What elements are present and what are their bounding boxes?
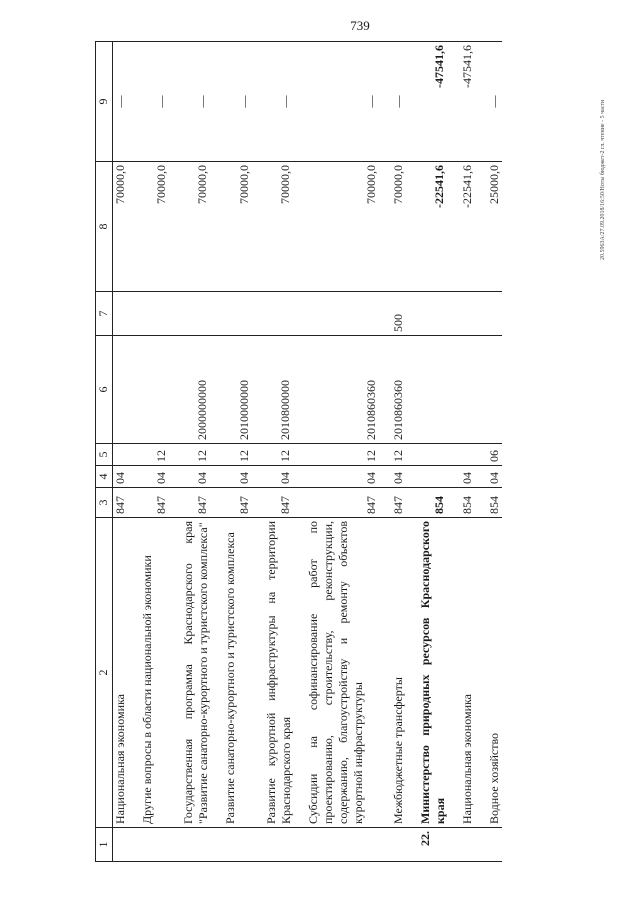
amount-cell: -22541,6 [406,162,448,292]
code-cell: 847 [379,488,406,518]
section-cell: 04 [169,466,211,488]
amount-next-cell: — [169,42,211,162]
code-cell: 847 [294,488,379,518]
expense-type-cell [211,292,252,336]
table-row [252,42,294,862]
row-index: 22. [406,828,448,862]
expense-type-cell [475,292,502,336]
subsection-cell: 12 [128,444,169,466]
section-cell: 04 [379,466,406,488]
section-cell: 04 [128,466,169,488]
header-cell-6: 6 [96,336,113,444]
row-name: Государственная программа Краснодарского края "Развитие санаторно-курортного и туристского комплекса" [169,518,211,828]
amount-next-cell: — [211,42,252,162]
target-article-cell: 2010860360 [294,336,379,444]
code-cell: 854 [475,488,502,518]
amount-cell: -22541,6 [448,162,475,292]
amount-next-cell: — [113,42,129,162]
row-index [252,828,294,862]
target-article-cell [448,336,475,444]
header-cell-5: 5 [96,444,113,466]
amount-next-cell: — [379,42,406,162]
target-article-cell [475,336,502,444]
subsection-cell [113,444,129,466]
row-name: Национальная экономика [448,518,475,828]
row-name: Другие вопросы в области национальной экономики [128,518,169,828]
table-row [294,42,379,862]
section-cell [406,466,448,488]
row-index [379,828,406,862]
table-row [379,42,406,862]
expense-type-cell [406,292,448,336]
row-index [113,828,129,862]
target-article-cell: 2000000000 [169,336,211,444]
table-row [128,42,169,862]
amount-next-cell: -47541,6 [448,42,475,162]
subsection-cell: 12 [294,444,379,466]
section-cell: 04 [448,466,475,488]
expense-type-cell: 500 [379,292,406,336]
row-name: Министерство природных ресурсов Краснодарского края [406,518,448,828]
row-name: Межбюджетные трансферты [379,518,406,828]
row-name: Субсидии на софинансирование работ по проектированию, строительству, реконструкции, содержанию, благоустройству и ремонту объектов курортной инфраструктуры [294,518,379,828]
section-cell: 04 [113,466,129,488]
amount-cell: 70000,0 [294,162,379,292]
target-article-cell [113,336,129,444]
subsection-cell: 12 [379,444,406,466]
row-index [475,828,502,862]
subsection-cell: 06 [475,444,502,466]
header-cell-4: 4 [96,466,113,488]
table-header-row [96,42,113,862]
amount-cell: 70000,0 [211,162,252,292]
header-cell-8: 8 [96,162,113,292]
header-cell-1: 1 [96,828,113,862]
row-index [448,828,475,862]
code-cell: 854 [406,488,448,518]
section-cell: 04 [475,466,502,488]
row-name: Развитие санаторно-курортного и туристского комплекса [211,518,252,828]
code-cell: 847 [169,488,211,518]
expense-type-cell [252,292,294,336]
amount-cell: 70000,0 [379,162,406,292]
code-cell: 847 [252,488,294,518]
subsection-cell [406,444,448,466]
amount-cell: 70000,0 [113,162,129,292]
page-number: 739 [350,18,370,33]
budget-table-rotated [95,42,585,862]
target-article-cell [406,336,448,444]
header-cell-3: 3 [96,488,113,518]
table-row [211,42,252,862]
amount-cell: 70000,0 [128,162,169,292]
code-cell: 854 [448,488,475,518]
target-article-cell: 2010000000 [211,336,252,444]
expense-type-cell [113,292,129,336]
target-article-cell [128,336,169,444]
header-cell-7: 7 [96,292,113,336]
expense-type-cell [169,292,211,336]
row-index [211,828,252,862]
amount-cell: 25000,0 [475,162,502,292]
code-cell: 847 [128,488,169,518]
table-row [475,42,502,862]
row-name: Развитие курортной инфраструктуры на территории Краснодарского края [252,518,294,828]
row-index [128,828,169,862]
amount-next-cell: — [252,42,294,162]
budget-table [95,41,502,862]
row-index [169,828,211,862]
header-cell-9: 9 [96,42,113,162]
section-cell: 04 [252,466,294,488]
expense-type-cell [294,292,379,336]
amount-cell: 70000,0 [252,162,294,292]
amount-next-cell: — [475,42,502,162]
amount-next-cell: — [128,42,169,162]
table-row [448,42,475,862]
section-cell: 04 [211,466,252,488]
code-cell: 847 [211,488,252,518]
section-cell: 04 [294,466,379,488]
expense-type-cell [448,292,475,336]
row-name: Водное хозяйство [475,518,502,828]
table-row [169,42,211,862]
subsection-cell: 12 [211,444,252,466]
header-cell-2: 2 [96,518,113,828]
amount-cell: 70000,0 [169,162,211,292]
subsection-cell [448,444,475,466]
table-row [113,42,129,862]
row-index [294,828,379,862]
subsection-cell: 12 [169,444,211,466]
target-article-cell: 2010860360 [379,336,406,444]
amount-next-cell: -47541,6 [406,42,448,162]
target-article-cell: 2010800000 [252,336,294,444]
table-row [406,42,448,862]
code-cell: 847 [113,488,129,518]
side-note-text: 20.5963А/27.09.2018/16:50/Ноты бюджет-2 гл. чтение - 5 части [600,99,606,260]
row-name: Национальная экономика [113,518,129,828]
subsection-cell: 12 [252,444,294,466]
amount-next-cell: — [294,42,379,162]
expense-type-cell [128,292,169,336]
